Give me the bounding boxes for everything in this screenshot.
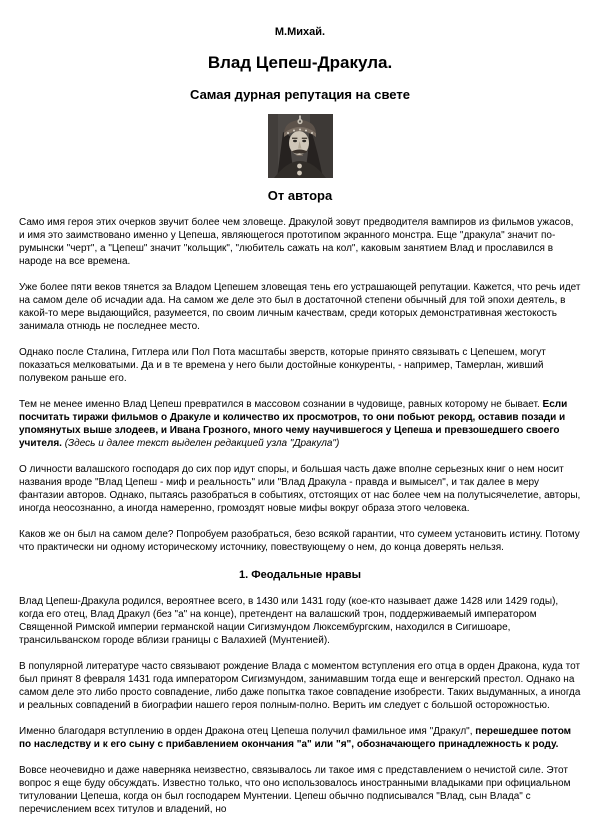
text-run: Уже более пяти веков тянется за Владом Цепешем зловещая тень его устрашающей репутации. Кажется, что речь идет на самом деле об исчадии ада. На самом же деле это был в достаточной степени обычный для той эпохи деятель, в какой-то мере выдающийся, разумеется, по своим личным качествам, среди которых демонстративная жестокость занимала отнюдь не последнее место. [19,282,581,332]
paragraph [19,346,581,385]
text-run: Именно благодаря вступлению в орден Дракона отец Цепеша получил фамильное имя "Дракул", [19,726,476,737]
text-run: Само имя героя этих очерков звучит более чем зловеще. Дракулой зовут предводителя вампиров из фильмов ужасов, и имя это заимствовано именно у Цепеша, являющегося прототипом экранного монстра. Еще "дракула" значит по-румынски "черт", а "Цепеш" значит "кольщик", "любитель сажать на кол", каковым занятием Влад и прославился в народе на все времена. [19,217,574,267]
section-heading [19,569,581,582]
text-run: перешедшее потом по наследству и к его сыну с прибавлением окончания "а" или "я", обозначающего принадлежность к роду. [19,726,572,750]
paragraph [19,281,581,333]
paragraph [19,725,581,751]
article-body [19,216,581,816]
paragraph [19,216,581,268]
paragraph [19,463,581,515]
paragraph [19,595,581,647]
text-run: Если посчитать тиражи фильмов о Дракуле и количество их просмотров, то они побьют рекорд, оставив позади и упомянутых выше злодеев, и Ивана Грозного, много чему научившегося у Цепеша и превзошедшего своего учителя. [19,399,568,449]
paragraph [19,764,581,816]
portrait-container [19,114,581,178]
from-author-heading: От автора [267,188,333,203]
text-run: (Здесь и далее текст выделен редакцией узла "Дракула") [64,438,340,449]
paragraph [19,528,581,554]
page-title: Влад Цепеш-Дракула. [207,53,393,72]
author-byline: М.Михай. [274,26,326,38]
text-run: Вовсе неочевидно и даже наверняка неизвестно, связывалось ли такое имя с представлением о нечистой силе. Этот вопрос я еще буду обсуждать. Известно только, что оно использовалось иностранными владыками при официальном титуловании Цепеша, когда он был господарем Мунтении. Цепеш обычно подписывался "Влад, сын Влада" с перечислением всех титулов и владений, но [19,765,571,815]
vlad-portrait-image [268,114,333,178]
text-run: 1. Феодальные нравы [238,569,361,581]
text-run: О личности валашского господаря до сих пор идут споры, и большая часть даже вполне серьезных книг о нем носит названия вроде "Влад Цепеш - миф и реальность" или "Влад Дракула - правда и вымысел", и так далее в меру фантазии авторов. Однако, пытаясь разобраться в событиях, отстоящих от нас более чем на полутысячелетие, авторы, иногда неосознанно, а иногда намеренно, громоздят новые мифы вокруг образа этого человека. [19,464,581,514]
subtitle: Самая дурная репутация на свете [190,87,410,102]
text-run: В популярной литературе часто связывают рождение Влада с моментом вступления его отца в орден Дракона, куда тот был принят 8 февраля 1431 года императором Сигизмундом, занимавшим тогда еще и венгерский престол. Однако на самом деле это либо просто совпадение, либо даже попытка такое совпадение изобрести. Таких выдуманных, а иногда и реальных совпадений в биографии нашего героя полным-полно. Верить им следует с большой осторожностью. [19,661,581,711]
paragraph [19,398,581,450]
text-run: Однако после Сталина, Гитлера или Пол Пота масштабы зверств, которые принято связывать с Цепешем, могут показаться мелковатыми. Да и в те времена у него были достойные конкуренты, - например, Тамерлан, живший полувеком раньше его. [19,347,546,384]
text-run: Каков же он был на самом деле? Попробуем разобраться, безо всякой гарантии, что сумеем установить истину. Потому что практически ни одному историческому источнику, повествующему о нем, до конца доверять нельзя. [19,529,580,553]
text-run: Тем не менее именно Влад Цепеш превратился в массовом сознании в чудовище, равных которому не бывает. [19,399,543,410]
paragraph [19,660,581,712]
text-run: Влад Цепеш-Дракула родился, вероятнее всего, в 1430 или 1431 году (кое-кто называет даже 1428 или 1429 годы), когда его отец, Влад Дракул (без "а" на конце), претендент на валашский трон, поддерживаемый императором Священной Римской империи германской нации Сигизмундом Люксембургским, находился в Сигишоаре, трансильванском городе вблизи границы с Валахией (Мунтенией). [19,596,559,646]
